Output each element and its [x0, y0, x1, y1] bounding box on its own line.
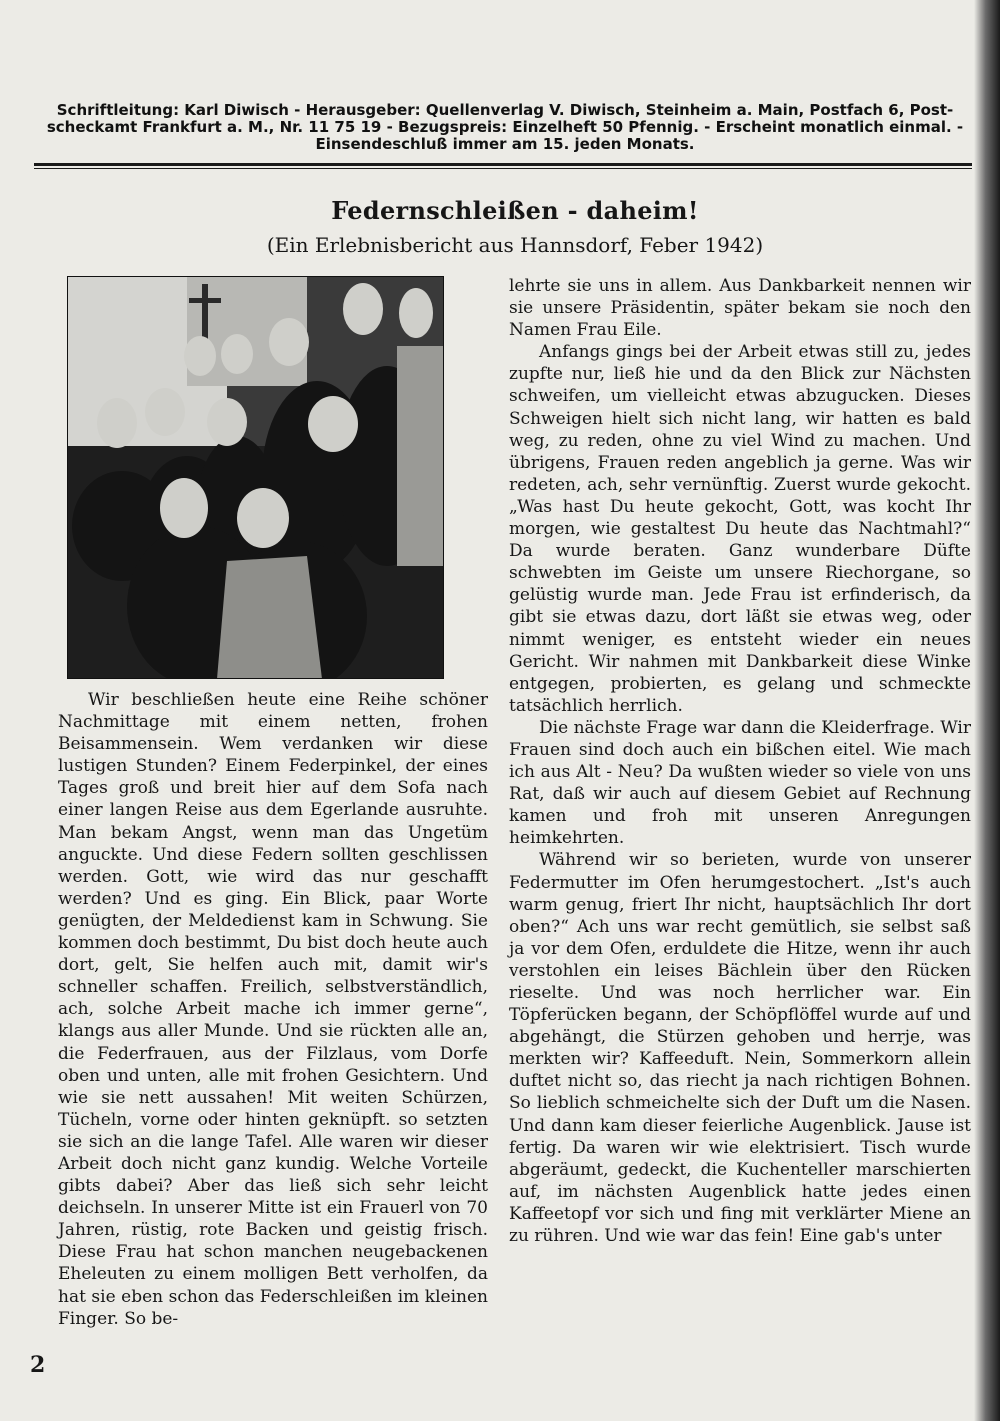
left-column — [58, 689, 488, 1330]
masthead-line-3: Einsendeschluß immer am 15. jeden Monats. — [315, 135, 695, 153]
paragraph: Wir beschließen heute eine Reihe schöner Nachmittage mit einem netten, frohen Beisammensein. Wem verdanken wir diese lustigen Stunden? Einem Federpinkel, der eines Tages groß und breit hier auf dem Sofa nach einer langen Reise aus dem Egerlande ausruhte. Man bekam Angst, wenn man das Ungetüm anguckte. Und diese Federn sollten geschlissen werden. Gott, wie wird das nur geschafft werden? Und es ging. Ein Blick, paar Worte genügten, der Meldedienst kam in Schwung. Sie kommen doch bestimmt, Du bist doch heute auch dort, gelt, Sie helfen auch mit, damit wir's schneller schaffen. Freilich, selbstverständlich, ach, solche Arbeit mache ich immer gerne“, klangs aus aller Munde. Und sie rückten alle an, die Federfrauen, aus der Filzlaus, vom Dorfe oben und unten, alle mit frohen Gesichtern. Und wie sie nett aussahen! Mit weiten Schürzen, Tücheln, vorne oder hinten geknüpft. so setzten sie sich an die lange Tafel. Alle waren wir dieser Arbeit doch nicht ganz kundig. Welche Vorteile gibts dabei? Aber das ließ sich sehr leicht deichseln. In unserer Mitte ist ein Frauerl von 70 Jahren, rüstig, rote Backen und geistig frisch. Diese Frau hat schon manchen neugebackenen Eheleuten zu einem molligen Bett verholfen, da hat sie eben schon das Federschleißen im kleinen Finger. So be- — [58, 690, 488, 1329]
page-number: 2 — [30, 1352, 46, 1378]
paragraph: Anfangs gings bei der Arbeit etwas still zu, jedes zupfte nur, ließ hie und da den Blick zur Nächsten schweifen, um vielleicht etwas abzugucken. Dieses Schweigen hielt sich nicht lang, wir hatten es bald weg, zu reden, ohne zu viel Wind zu machen. Und übrigens, Frauen reden angeblich ja gerne. Was wir redeten, ach, sehr vernünftig. Zuerst wurde gekocht. „Was hast Du heute gekocht, Gott, was kocht Ihr morgen, wie gestaltest Du heute das Nachtmahl?“ Da wurde beraten. Ganz wunderbare Düfte schwebten im Geiste um unsere Riechorgane, so gelüstig wurde man. Jede Frau ist erfinderisch, da gibt sie etwas dazu, dort läßt sie etwas weg, oder nimmt weniger, es entsteht wieder ein neues Gericht. Wir nahmen mit Dankbarkeit diese Winke entgegen, probierten, es gelang und schmeckte tatsächlich herrlich. — [509, 342, 971, 716]
masthead — [34, 102, 976, 153]
page-edge-shadow — [974, 0, 1000, 1421]
article-title: Federnschleißen - daheim! — [331, 196, 699, 225]
header-rule-thick — [34, 163, 972, 166]
header-rule-thin — [34, 168, 972, 169]
masthead-line-2: scheckamt Frankfurt a. M., Nr. 11 75 19 - Bezugspreis: Einzelheft 50 Pfennig. - Erscheint monatlich einmal. - — [46, 118, 964, 136]
article-subtitle: (Ein Erlebnisbericht aus Hannsdorf, Feber 1942) — [266, 233, 764, 257]
paragraph: Die nächste Frage war dann die Kleiderfrage. Wir Frauen sind doch auch ein bißchen eitel. Wie mach ich aus Alt - Neu? Da wußten wieder so viele von uns Rat, daß wir auch auf diesem Gebiet auf Rechnung kamen und froh mit unseren Anregungen heimkehrten. — [509, 717, 971, 849]
group-photo-illustration — [67, 276, 444, 679]
right-column — [509, 275, 971, 1247]
group-photo — [67, 276, 444, 679]
paragraph: Während wir so berieten, wurde von unserer Federmutter im Ofen herumgestochert. „Ist's auch warm genug, friert Ihr nicht, hauptsächlich Ihr dort oben?“ Ach uns war recht gemütlich, sie selbst saß ja vor dem Ofen, erduldete die Hitze, wenn ihr auch verstohlen ein leises Bächlein über den Rücken rieselte. Und was noch herrlicher war. Ein Töpferücken begann, der Schöpflöffel wurde auf und abgehängt, die Stürzen gehoben und herrje, was merkten wir? Kaffeeduft. Nein, Sommerkorn allein duftet nicht so, das riecht ja nach richtigen Bohnen. So lieblich schmeichelte sich der Duft um die Nasen. Und dann kam dieser feierliche Augenblick. Jause ist fertig. Da waren wir wie elektrisiert. Tisch wurde abgeräumt, gedeckt, die Kuchenteller marschierten auf, im nächsten Augenblick hatte jedes einen Kaffeetopf vor sich und fing mit verklärter Miene an zu rühren. Und wie war das fein! Eine gab's unter — [509, 850, 971, 1247]
paragraph: lehrte sie uns in allem. Aus Dankbarkeit nennen wir sie unsere Präsidentin, später bekam sie noch den Namen Frau Eile. — [509, 276, 971, 341]
masthead-line-1: Schriftleitung: Karl Diwisch - Herausgeber: Quellenverlag V. Diwisch, Steinheim a. Main, Postfach 6, Post- — [56, 101, 954, 119]
